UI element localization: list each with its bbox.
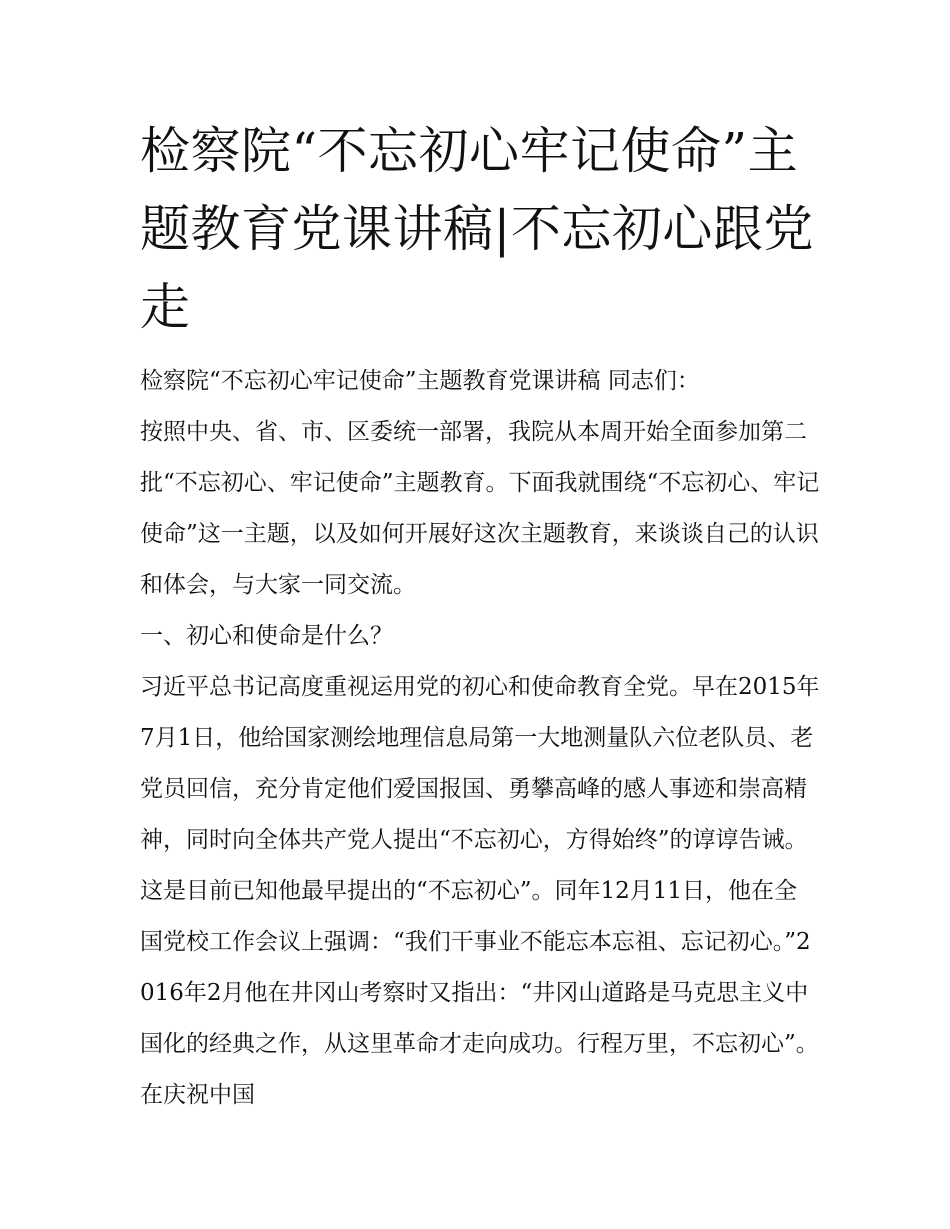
document-body — [140, 356, 820, 1121]
paragraph-greeting: 检察院“不忘初心牢记使命”主题教育党课讲稿 同志们： — [140, 368, 700, 394]
paragraph-section-1: 习近平总书记高度重视运用党的初心和使命教育全党。早在2015年7月1日，他给国家测绘地理信息局第一大地测量队六位老队员、老党员回信，充分肯定他们爱国报国、勇攀高峰的感人事迹和崇高精神，同时向全体共产党人提出“不忘初心，方得始终”的谆谆告诫。这是目前已知他最早提出的“不忘初心”。同年12月11日，他在全国党校工作会议上强调：“我们干事业不能忘本忘祖、忘记初心。”2016年2月他在井冈山考察时又指出：“井冈山道路是马克思主义中国化的经典之作，从这里革命才走向成功。行程万里，不忘初心”。在庆祝中国 — [140, 674, 820, 1108]
document-page — [140, 112, 820, 1121]
section-heading-1: 一、初心和使命是什么？ — [140, 623, 393, 649]
paragraph-intro: 按照中央、省、市、区委统一部署，我院从本周开始全面参加第二批“不忘初心、牢记使命”主题教育。下面我就围绕“不忘初心、牢记使命”这一主题，以及如何开展好这次主题教育，来谈谈自己的认识和体会，与大家一同交流。 — [140, 419, 820, 598]
document-title: 检察院“不忘初心牢记使命”主题教育党课讲稿|不忘初心跟党走 — [140, 122, 814, 336]
